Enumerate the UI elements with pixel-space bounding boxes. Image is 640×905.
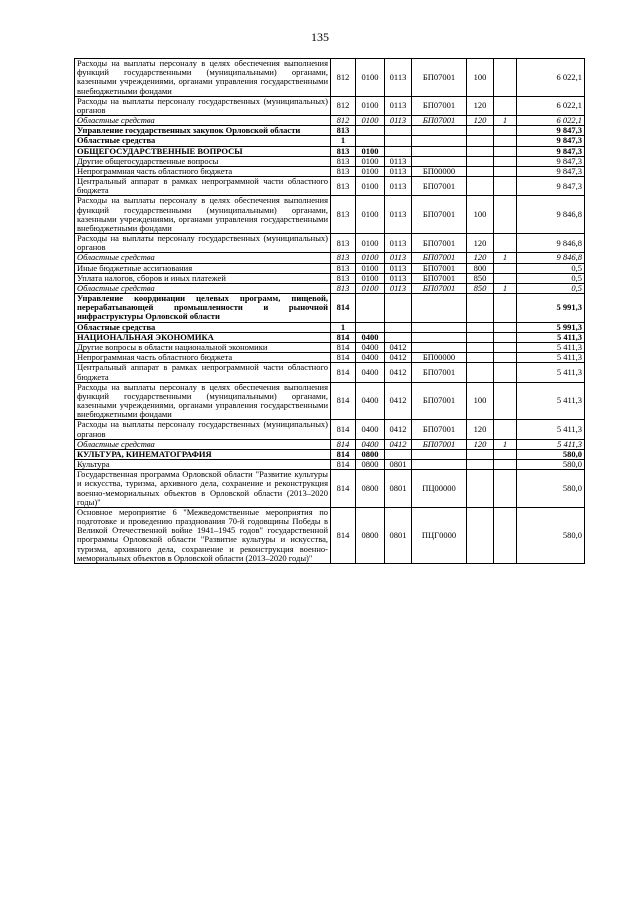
row-expense-cell: 120 [467, 116, 494, 126]
row-code-cell: 814 [331, 353, 356, 363]
table-row [75, 96, 585, 115]
row-code-cell: 813 [331, 253, 356, 263]
row-source-cell [494, 342, 517, 352]
row-code-cell: 814 [331, 507, 356, 563]
row-sum-cell: 9 846,8 [517, 234, 585, 253]
row-subsection-cell: 0113 [385, 283, 412, 293]
row-section-cell: 0100 [356, 234, 385, 253]
row-section-cell: 0100 [356, 196, 385, 234]
row-name-cell: Областные средства [75, 136, 331, 146]
row-section-cell: 0400 [356, 363, 385, 382]
row-subsection-cell: 0113 [385, 273, 412, 283]
row-expense-cell [467, 177, 494, 196]
row-section-cell: 0800 [356, 460, 385, 470]
row-expense-cell: 850 [467, 283, 494, 293]
row-article-cell: БП07001 [412, 253, 467, 263]
row-section-cell: 0800 [356, 507, 385, 563]
row-subsection-cell: 0113 [385, 263, 412, 273]
row-code-cell: 813 [331, 263, 356, 273]
row-code-cell: 813 [331, 283, 356, 293]
table-row [75, 283, 585, 293]
row-subsection-cell: 0801 [385, 460, 412, 470]
row-sum-cell: 580,0 [517, 507, 585, 563]
table-row [75, 363, 585, 382]
row-code-cell: 813 [331, 177, 356, 196]
row-name-cell: Иные бюджетные ассигнования [75, 263, 331, 273]
row-source-cell [494, 449, 517, 459]
row-name-cell: Центральный аппарат в рамках непрограммной части областного бюджета [75, 177, 331, 196]
row-source-cell [494, 177, 517, 196]
row-section-cell: 0100 [356, 273, 385, 283]
row-name-cell: Расходы на выплаты персоналу в целях обеспечения выполнения функций государственными (муниципальными) органами, казенными учреждениями, органами управления государственными внебюджетными фондами [75, 59, 331, 97]
row-name-cell: Основное мероприятие 6 "Межведомственные мероприятия по подготовке и проведению празднования 70-й годовщины Победы в Великой Отечественной войне 1941–1945 годов" государственной программы Орловской области "Развитие культуры и искусства, туризма, архивного дела, сохранение и реконструкция военно-мемориальных объектов в Орловской области (2013–2020 годы)" [75, 507, 331, 563]
row-section-cell: 0400 [356, 382, 385, 420]
table-row [75, 146, 585, 156]
row-name-cell: Уплата налогов, сборов и иных платежей [75, 273, 331, 283]
row-code-cell: 813 [331, 234, 356, 253]
row-subsection-cell [385, 332, 412, 342]
row-subsection-cell [385, 449, 412, 459]
row-source-cell: 1 [494, 439, 517, 449]
row-sum-cell: 0,5 [517, 283, 585, 293]
row-article-cell [412, 332, 467, 342]
table-row [75, 166, 585, 176]
table-row [75, 136, 585, 146]
row-code-cell: 814 [331, 439, 356, 449]
row-sum-cell: 9 847,3 [517, 126, 585, 136]
row-name-cell: Другие общегосударственные вопросы [75, 156, 331, 166]
row-name-cell: Расходы на выплаты персоналу государственных (муниципальных) органов [75, 420, 331, 439]
row-section-cell: 0400 [356, 342, 385, 352]
row-subsection-cell: 0113 [385, 166, 412, 176]
table-row [75, 353, 585, 363]
row-code-cell: 813 [331, 196, 356, 234]
row-subsection-cell: 0412 [385, 439, 412, 449]
row-source-cell [494, 156, 517, 166]
row-name-cell: Государственная программа Орловской области "Развитие культуры и искусства, туризма, архивного дела, сохранение и реконструкция военно-мемориальных объектов в Орловской области (2013–2020 годы)" [75, 470, 331, 508]
row-source-cell [494, 59, 517, 97]
row-article-cell [412, 294, 467, 323]
table-row [75, 253, 585, 263]
row-section-cell: 0100 [356, 166, 385, 176]
row-article-cell [412, 449, 467, 459]
row-subsection-cell: 0113 [385, 96, 412, 115]
row-expense-cell [467, 156, 494, 166]
row-section-cell: 0100 [356, 283, 385, 293]
row-expense-cell [467, 449, 494, 459]
row-code-cell: 1 [331, 322, 356, 332]
row-sum-cell: 0,5 [517, 273, 585, 283]
row-subsection-cell [385, 146, 412, 156]
row-source-cell [494, 332, 517, 342]
row-subsection-cell: 0412 [385, 353, 412, 363]
row-source-cell [494, 507, 517, 563]
table-row [75, 116, 585, 126]
row-code-cell: 812 [331, 116, 356, 126]
row-subsection-cell [385, 294, 412, 323]
row-source-cell: 1 [494, 116, 517, 126]
row-subsection-cell: 0113 [385, 253, 412, 263]
row-sum-cell: 6 022,1 [517, 96, 585, 115]
row-expense-cell: 100 [467, 382, 494, 420]
row-source-cell [494, 322, 517, 332]
row-code-cell: 813 [331, 156, 356, 166]
row-section-cell: 0400 [356, 332, 385, 342]
row-source-cell [494, 460, 517, 470]
row-source-cell [494, 234, 517, 253]
row-code-cell: 813 [331, 166, 356, 176]
row-name-cell: Областные средства [75, 283, 331, 293]
row-source-cell [494, 196, 517, 234]
row-expense-cell [467, 470, 494, 508]
row-expense-cell: 120 [467, 96, 494, 115]
row-sum-cell: 6 022,1 [517, 59, 585, 97]
table-row [75, 196, 585, 234]
row-expense-cell: 120 [467, 420, 494, 439]
row-sum-cell: 9 847,3 [517, 146, 585, 156]
row-code-cell: 814 [331, 470, 356, 508]
page-number: 135 [311, 30, 329, 44]
row-article-cell: БП07001 [412, 96, 467, 115]
row-expense-cell [467, 322, 494, 332]
row-subsection-cell: 0412 [385, 363, 412, 382]
row-article-cell: БП07001 [412, 283, 467, 293]
table-row [75, 449, 585, 459]
row-source-cell [494, 136, 517, 146]
table-row [75, 322, 585, 332]
row-subsection-cell: 0113 [385, 177, 412, 196]
row-code-cell: 814 [331, 449, 356, 459]
row-source-cell [494, 294, 517, 323]
row-code-cell: 814 [331, 363, 356, 382]
row-name-cell: Расходы на выплаты персоналу в целях обеспечения выполнения функций государственными (муниципальными) органами, казенными учреждениями, органами управления государственными внебюджетными фондами [75, 196, 331, 234]
row-name-cell: Культура [75, 460, 331, 470]
row-section-cell [356, 126, 385, 136]
row-section-cell: 0100 [356, 96, 385, 115]
row-code-cell: 814 [331, 342, 356, 352]
row-source-cell: 1 [494, 253, 517, 263]
row-sum-cell: 9 847,3 [517, 177, 585, 196]
row-expense-cell: 850 [467, 273, 494, 283]
row-name-cell: Областные средства [75, 322, 331, 332]
row-sum-cell: 9 847,3 [517, 136, 585, 146]
row-name-cell: Областные средства [75, 439, 331, 449]
row-article-cell: БП00000 [412, 166, 467, 176]
row-expense-cell [467, 507, 494, 563]
row-expense-cell [467, 460, 494, 470]
row-sum-cell: 5 411,3 [517, 332, 585, 342]
row-source-cell [494, 126, 517, 136]
row-name-cell: Управление государственных закупок Орловской области [75, 126, 331, 136]
row-expense-cell [467, 363, 494, 382]
row-sum-cell: 5 991,3 [517, 322, 585, 332]
row-expense-cell: 100 [467, 196, 494, 234]
row-section-cell: 0800 [356, 470, 385, 508]
row-article-cell: БП07001 [412, 234, 467, 253]
row-section-cell: 0100 [356, 263, 385, 273]
row-article-cell [412, 460, 467, 470]
row-sum-cell: 0,5 [517, 263, 585, 273]
table-row [75, 420, 585, 439]
row-expense-cell [467, 136, 494, 146]
row-expense-cell: 100 [467, 59, 494, 97]
row-article-cell: БП07001 [412, 363, 467, 382]
row-expense-cell: 120 [467, 234, 494, 253]
row-source-cell [494, 96, 517, 115]
row-article-cell: БП07001 [412, 116, 467, 126]
table-row [75, 342, 585, 352]
row-sum-cell: 5 411,3 [517, 439, 585, 449]
row-expense-cell [467, 342, 494, 352]
table-row [75, 177, 585, 196]
row-sum-cell: 5 411,3 [517, 342, 585, 352]
row-source-cell [494, 166, 517, 176]
row-section-cell: 0400 [356, 439, 385, 449]
row-expense-cell [467, 353, 494, 363]
row-subsection-cell [385, 126, 412, 136]
row-source-cell [494, 470, 517, 508]
table-row [75, 59, 585, 97]
row-expense-cell [467, 126, 494, 136]
table-row [75, 332, 585, 342]
table-row [75, 263, 585, 273]
row-section-cell: 0100 [356, 156, 385, 166]
row-article-cell: БП07001 [412, 382, 467, 420]
row-subsection-cell: 0113 [385, 234, 412, 253]
row-sum-cell: 580,0 [517, 470, 585, 508]
row-article-cell: БП07001 [412, 59, 467, 97]
row-subsection-cell: 0412 [385, 382, 412, 420]
row-sum-cell: 5 411,3 [517, 420, 585, 439]
row-section-cell: 0100 [356, 146, 385, 156]
row-subsection-cell [385, 136, 412, 146]
row-article-cell: БП07001 [412, 177, 467, 196]
row-source-cell [494, 420, 517, 439]
table-row [75, 234, 585, 253]
row-article-cell: БП00000 [412, 353, 467, 363]
row-code-cell: 812 [331, 96, 356, 115]
table-row [75, 382, 585, 420]
row-name-cell: КУЛЬТУРА, КИНЕМАТОГРАФИЯ [75, 449, 331, 459]
row-expense-cell [467, 294, 494, 323]
row-name-cell: Управление координации целевых программ, пищевой, перерабатывающей промышленности и рыночной инфраструктуры Орловской области [75, 294, 331, 323]
row-name-cell: Центральный аппарат в рамках непрограммной части областного бюджета [75, 363, 331, 382]
row-subsection-cell: 0412 [385, 342, 412, 352]
row-section-cell [356, 294, 385, 323]
row-name-cell: Расходы на выплаты персоналу государственных (муниципальных) органов [75, 234, 331, 253]
row-article-cell: БП07001 [412, 273, 467, 283]
row-name-cell: Другие вопросы в области национальной экономики [75, 342, 331, 352]
row-source-cell [494, 273, 517, 283]
row-sum-cell: 9 846,8 [517, 196, 585, 234]
row-subsection-cell: 0113 [385, 156, 412, 166]
row-sum-cell: 5 411,3 [517, 363, 585, 382]
row-article-cell: БП07001 [412, 196, 467, 234]
row-subsection-cell [385, 322, 412, 332]
row-name-cell: Расходы на выплаты персоналу государственных (муниципальных) органов [75, 96, 331, 115]
row-code-cell: 813 [331, 146, 356, 156]
row-sum-cell: 5 411,3 [517, 382, 585, 420]
row-source-cell [494, 363, 517, 382]
row-article-cell [412, 322, 467, 332]
row-sum-cell: 9 846,8 [517, 253, 585, 263]
table-row [75, 439, 585, 449]
table-row [75, 273, 585, 283]
table-row [75, 156, 585, 166]
budget-table [74, 58, 585, 564]
row-sum-cell: 580,0 [517, 460, 585, 470]
row-source-cell [494, 263, 517, 273]
table-row [75, 460, 585, 470]
row-subsection-cell: 0113 [385, 196, 412, 234]
table-row [75, 507, 585, 563]
row-code-cell: 812 [331, 59, 356, 97]
row-section-cell [356, 136, 385, 146]
row-sum-cell: 5 991,3 [517, 294, 585, 323]
row-source-cell [494, 146, 517, 156]
row-name-cell: Расходы на выплаты персоналу в целях обеспечения выполнения функций государственными (муниципальными) органами, казенными учреждениями, органами управления государственными внебюджетными фондами [75, 382, 331, 420]
table-body [75, 59, 585, 564]
row-subsection-cell: 0801 [385, 470, 412, 508]
row-section-cell: 0100 [356, 59, 385, 97]
row-code-cell: 813 [331, 273, 356, 283]
row-name-cell: Областные средства [75, 253, 331, 263]
row-subsection-cell: 0412 [385, 420, 412, 439]
row-expense-cell: 120 [467, 439, 494, 449]
row-article-cell [412, 156, 467, 166]
row-article-cell: ПЦ00000 [412, 470, 467, 508]
row-sum-cell: 580,0 [517, 449, 585, 459]
row-section-cell [356, 322, 385, 332]
row-article-cell [412, 136, 467, 146]
row-source-cell [494, 353, 517, 363]
row-expense-cell [467, 332, 494, 342]
row-name-cell: Непрограммная часть областного бюджета [75, 353, 331, 363]
row-expense-cell: 800 [467, 263, 494, 273]
row-code-cell: 814 [331, 420, 356, 439]
row-sum-cell: 5 411,3 [517, 353, 585, 363]
row-article-cell [412, 146, 467, 156]
table-row [75, 126, 585, 136]
row-sum-cell: 9 847,3 [517, 156, 585, 166]
row-subsection-cell: 0801 [385, 507, 412, 563]
row-section-cell: 0800 [356, 449, 385, 459]
table-row [75, 294, 585, 323]
row-expense-cell [467, 166, 494, 176]
row-sum-cell: 6 022,1 [517, 116, 585, 126]
row-code-cell: 813 [331, 126, 356, 136]
row-source-cell [494, 382, 517, 420]
row-article-cell: БП07001 [412, 263, 467, 273]
row-article-cell: БП07001 [412, 420, 467, 439]
row-article-cell [412, 342, 467, 352]
row-expense-cell: 120 [467, 253, 494, 263]
row-article-cell: ПЦГ0000 [412, 507, 467, 563]
row-section-cell: 0100 [356, 253, 385, 263]
row-subsection-cell: 0113 [385, 116, 412, 126]
row-article-cell: БП07001 [412, 439, 467, 449]
row-section-cell: 0400 [356, 420, 385, 439]
row-name-cell: Непрограммная часть областного бюджета [75, 166, 331, 176]
table-row [75, 470, 585, 508]
row-code-cell: 814 [331, 294, 356, 323]
row-code-cell: 814 [331, 332, 356, 342]
row-subsection-cell: 0113 [385, 59, 412, 97]
row-article-cell [412, 126, 467, 136]
row-sum-cell: 9 847,3 [517, 166, 585, 176]
row-section-cell: 0100 [356, 116, 385, 126]
row-code-cell: 814 [331, 382, 356, 420]
row-expense-cell [467, 146, 494, 156]
row-code-cell: 1 [331, 136, 356, 146]
row-code-cell: 814 [331, 460, 356, 470]
row-section-cell: 0100 [356, 177, 385, 196]
row-name-cell: НАЦИОНАЛЬНАЯ ЭКОНОМИКА [75, 332, 331, 342]
row-name-cell: ОБЩЕГОСУДАРСТВЕННЫЕ ВОПРОСЫ [75, 146, 331, 156]
row-name-cell: Областные средства [75, 116, 331, 126]
row-section-cell: 0400 [356, 353, 385, 363]
row-source-cell: 1 [494, 283, 517, 293]
